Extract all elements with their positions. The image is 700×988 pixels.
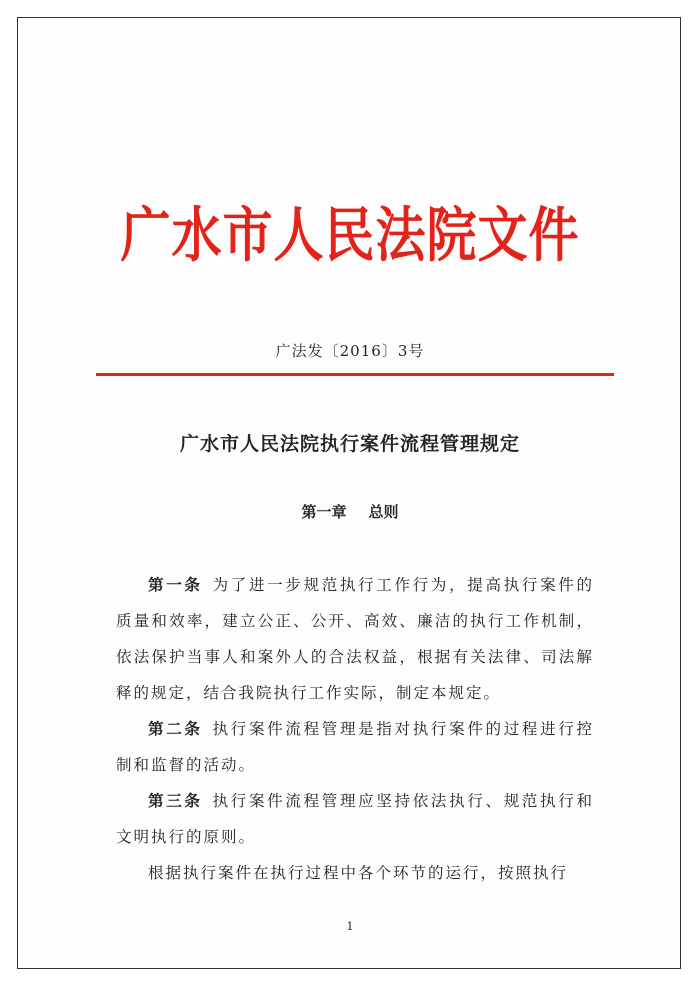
article-text: 执行案件流程管理应坚持依法执行、规范执行和文明执行的原则。 (116, 792, 594, 846)
article-text: 执行案件流程管理是指对执行案件的过程进行控制和监督的活动。 (116, 720, 594, 774)
page-number: 1 (346, 920, 354, 933)
article-label: 第二条 (148, 719, 203, 738)
article-label: 第一条 (148, 575, 203, 594)
article-text: 为了进一步规范执行工作行为，提高执行案件的质量和效率，建立公正、公开、高效、廉洁的执行工作机制，依法保护当事人和案外人的合法权益，根据有关法律、司法解释的规定，结合我院执行工作实际，制定本规定。 (116, 576, 594, 702)
article-label: 第三条 (148, 791, 203, 810)
chapter-number: 第一章 (301, 503, 347, 521)
issuing-authority-title: 广水市人民法院文件 (120, 200, 580, 270)
document-number: 广法发〔2016〕3号 (275, 342, 425, 360)
article-paragraph (116, 711, 594, 783)
document-title: 广水市人民法院执行案件流程管理规定 (179, 433, 520, 455)
article-paragraph (116, 783, 594, 855)
red-divider (96, 373, 614, 376)
article-paragraph (116, 567, 594, 711)
chapter-heading (18, 501, 682, 522)
document-body (116, 567, 594, 891)
continuation-paragraph: 根据执行案件在执行过程中各个环节的运行，按照执行 (148, 864, 569, 882)
chapter-name: 总则 (368, 503, 399, 521)
document-page (17, 17, 681, 969)
